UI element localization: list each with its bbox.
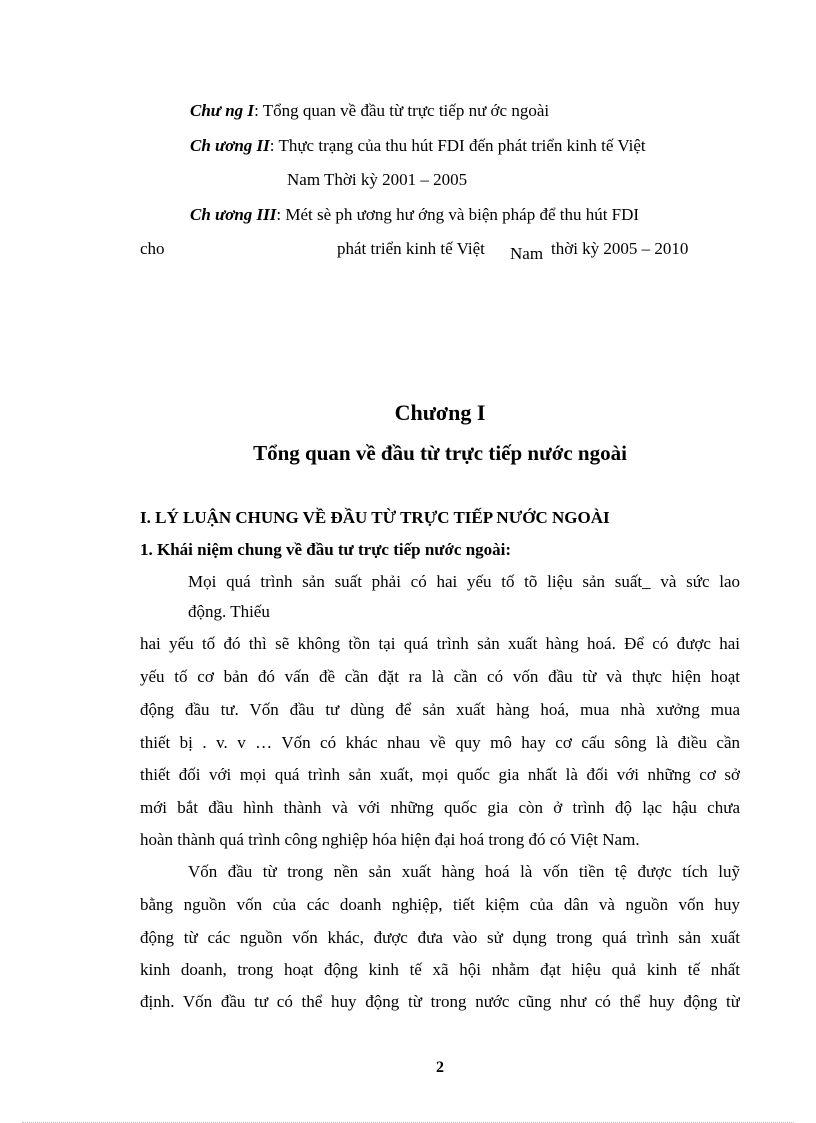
paragraph-line: kinh doanh, trong hoạt động kinh tế xã hội nhằm đạt hiệu quả kinh tế nhất bbox=[140, 960, 740, 979]
paragraph-line: định. Vốn đầu tư có thể huy động từ trong nước cũng như có thể huy động từ bbox=[140, 992, 740, 1011]
toc-chapter-2-text: : Thực trạng của thu hút FDI đến phát triển kinh tế Việt bbox=[269, 136, 646, 155]
paragraph-line: hai yếu tố đó thì sẽ không tồn tại quá trình sản xuất hàng hoá. Để có được hai bbox=[140, 634, 740, 653]
toc-chapter-2-label: Ch ương II bbox=[190, 136, 270, 155]
chapter-title: Chương I bbox=[394, 400, 486, 425]
toc-chapter-3-cont-d: thời kỳ 2005 – 2010 bbox=[551, 239, 689, 258]
toc-chapter-1-label: Chư ng I bbox=[190, 101, 255, 120]
toc-chapter-3-text: : Mét sè ph ương hư ớng và biện pháp để thu hút FDI bbox=[276, 205, 640, 224]
chapter-subtitle: Tổng quan về đầu từ trực tiếp nước ngoài bbox=[253, 441, 627, 465]
paragraph-line: thiết đối với mọi quá trình sản xuất, mọi quốc gia nhất là đối với những cơ sở bbox=[140, 765, 740, 784]
page-number: 2 bbox=[436, 1059, 444, 1076]
section-heading: I. LÝ LUẬN CHUNG VỀ ĐẦU TỪ TRỰC TIẾP NƯỚC NGOÀI bbox=[140, 508, 610, 527]
section-subheading: 1. Khái niệm chung về đầu tư trực tiếp nước ngoài: bbox=[140, 540, 512, 559]
toc-chapter-2 bbox=[190, 136, 646, 156]
toc-chapter-3 bbox=[190, 205, 639, 225]
paragraph-line: động đầu tư. Vốn đầu tư dùng để sản xuất hàng hoá, mua nhà xưởng mua bbox=[140, 700, 740, 719]
paragraph-line: động. Thiếu bbox=[188, 602, 270, 621]
paragraph-line: bằng nguồn vốn của các doanh nghiệp, tiết kiệm của dân và nguồn vốn huy bbox=[140, 895, 740, 914]
paragraph-line: hoàn thành quá trình công nghiệp hóa hiện đại hoá trong đó có Việt Nam. bbox=[140, 830, 640, 849]
toc-chapter-3-cont-a: cho bbox=[140, 239, 165, 258]
paragraph-line: thiết bị . v. v … Vốn có khác nhau về quy mô hay cơ cấu sông là điều cần bbox=[140, 733, 740, 752]
toc-chapter-3-cont-b: phát triển kinh tế Việt bbox=[337, 239, 485, 258]
paragraph-line: động từ các nguồn vốn khác, được đưa vào sử dụng trong quá trình sản xuất bbox=[140, 928, 740, 947]
paragraph-line: yếu tố cơ bản đó vấn đề cần đặt ra là cần có vốn đầu từ và thực hiện hoạt bbox=[140, 667, 740, 686]
toc-chapter-1 bbox=[190, 101, 549, 121]
paragraph-line: Mọi quá trình sản suất phải có hai yếu tố tõ liệu sản suất_ và sức lao bbox=[188, 572, 740, 591]
paragraph-line: mới bắt đầu hình thành và với những quốc gia còn ở trình độ lạc hậu chưa bbox=[140, 798, 740, 817]
toc-chapter-2-continuation: Nam Thời kỳ 2001 – 2005 bbox=[287, 170, 468, 189]
toc-chapter-1-text: : Tổng quan về đầu từ trực tiếp nư ớc ngoài bbox=[254, 101, 550, 120]
toc-chapter-3-label: Ch ương III bbox=[190, 205, 277, 224]
paragraph-line: Vốn đầu từ trong nền sản xuất hàng hoá là vốn tiền tệ được tích luỹ bbox=[188, 862, 740, 881]
toc-chapter-3-cont-c: Nam bbox=[510, 244, 544, 263]
